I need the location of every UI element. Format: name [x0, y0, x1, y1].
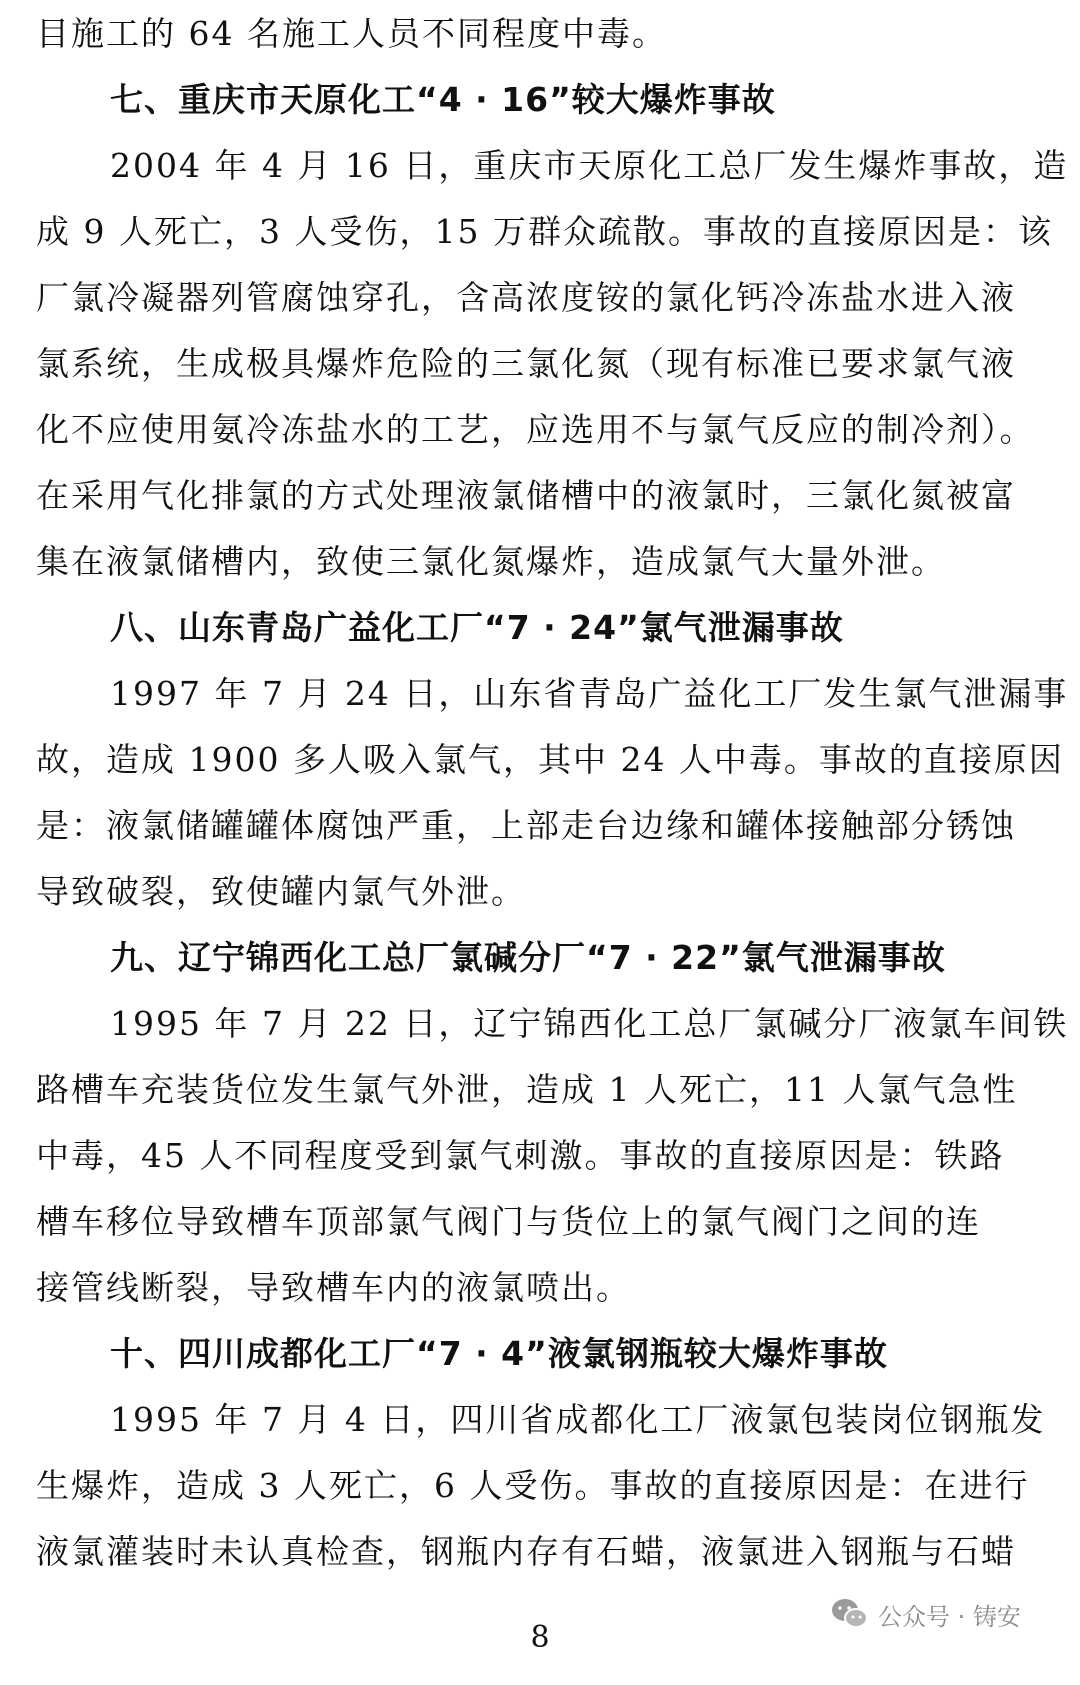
paragraph-line: 故，造成 1900 多人吸入氯气，其中 24 人中毒。事故的直接原因	[36, 740, 1064, 779]
paragraph-line: 接管线断裂，导致槽车内的液氯喷出。	[36, 1268, 631, 1307]
section-9-title: 九、辽宁锦西化工总厂氯碱分厂“7 · 22”氯气泄漏事故	[110, 938, 946, 977]
paragraph-line: 1997 年 7 月 24 日，山东省青岛广益化工厂发生氯气泄漏事	[110, 674, 1069, 713]
paragraph-line: 路槽车充装货位发生氯气外泄，造成 1 人死亡，11 人氯气急性	[36, 1070, 1018, 1109]
paragraph-line: 槽车移位导致槽车顶部氯气阀门与货位上的氯气阀门之间的连	[36, 1202, 981, 1241]
section-7-title: 七、重庆市天原化工“4 · 16”较大爆炸事故	[110, 80, 776, 119]
paragraph-line: 氯系统，生成极具爆炸危险的三氯化氮（现有标准已要求氯气液	[36, 344, 1016, 383]
paragraph-line: 导致破裂，致使罐内氯气外泄。	[36, 872, 526, 911]
paragraph-line: 中毒，45 人不同程度受到氯气刺激。事故的直接原因是：铁路	[36, 1136, 1005, 1175]
paragraph-line: 集在液氯储槽内，致使三氯化氮爆炸，造成氯气大量外泄。	[36, 542, 946, 581]
paragraph-line: 2004 年 4 月 16 日，重庆市天原化工总厂发生爆炸事故，造	[110, 146, 1069, 185]
paragraph-line: 1995 年 7 月 4 日，四川省成都化工厂液氯包装岗位钢瓶发	[110, 1400, 1046, 1439]
paragraph-line: 厂氯冷凝器列管腐蚀穿孔，含高浓度铵的氯化钙冷冻盐水进入液	[36, 278, 1016, 317]
paragraph-line: 化不应使用氨冷冻盐水的工艺，应选用不与氯气反应的制冷剂）。	[36, 410, 1035, 449]
section-8-title: 八、山东青岛广益化工厂“7 · 24”氯气泄漏事故	[110, 608, 844, 647]
paragraph-line: 液氯灌装时未认真检查，钢瓶内存有石蜡，液氯进入钢瓶与石蜡	[36, 1532, 1016, 1571]
paragraph-line: 生爆炸，造成 3 人死亡，6 人受伤。事故的直接原因是：在进行	[36, 1466, 1030, 1505]
paragraph-line: 1995 年 7 月 22 日，辽宁锦西化工总厂氯碱分厂液氯车间铁	[110, 1004, 1069, 1043]
section-10-title: 十、四川成都化工厂“7 · 4”液氯钢瓶较大爆炸事故	[110, 1334, 888, 1373]
paragraph-line: 在采用气化排氯的方式处理液氯储槽中的液氯时，三氯化氮被富	[36, 476, 1016, 515]
intro-tail-line: 目施工的 64 名施工人员不同程度中毒。	[36, 14, 667, 53]
watermark-text: 公众号 · 铸安	[878, 1602, 1021, 1631]
paragraph-line: 是：液氯储罐罐体腐蚀严重，上部走台边缘和罐体接触部分锈蚀	[36, 806, 1016, 845]
page-number: 8	[530, 1620, 550, 1655]
paragraph-line: 成 9 人死亡，3 人受伤，15 万群众疏散。事故的直接原因是：该	[36, 212, 1053, 251]
